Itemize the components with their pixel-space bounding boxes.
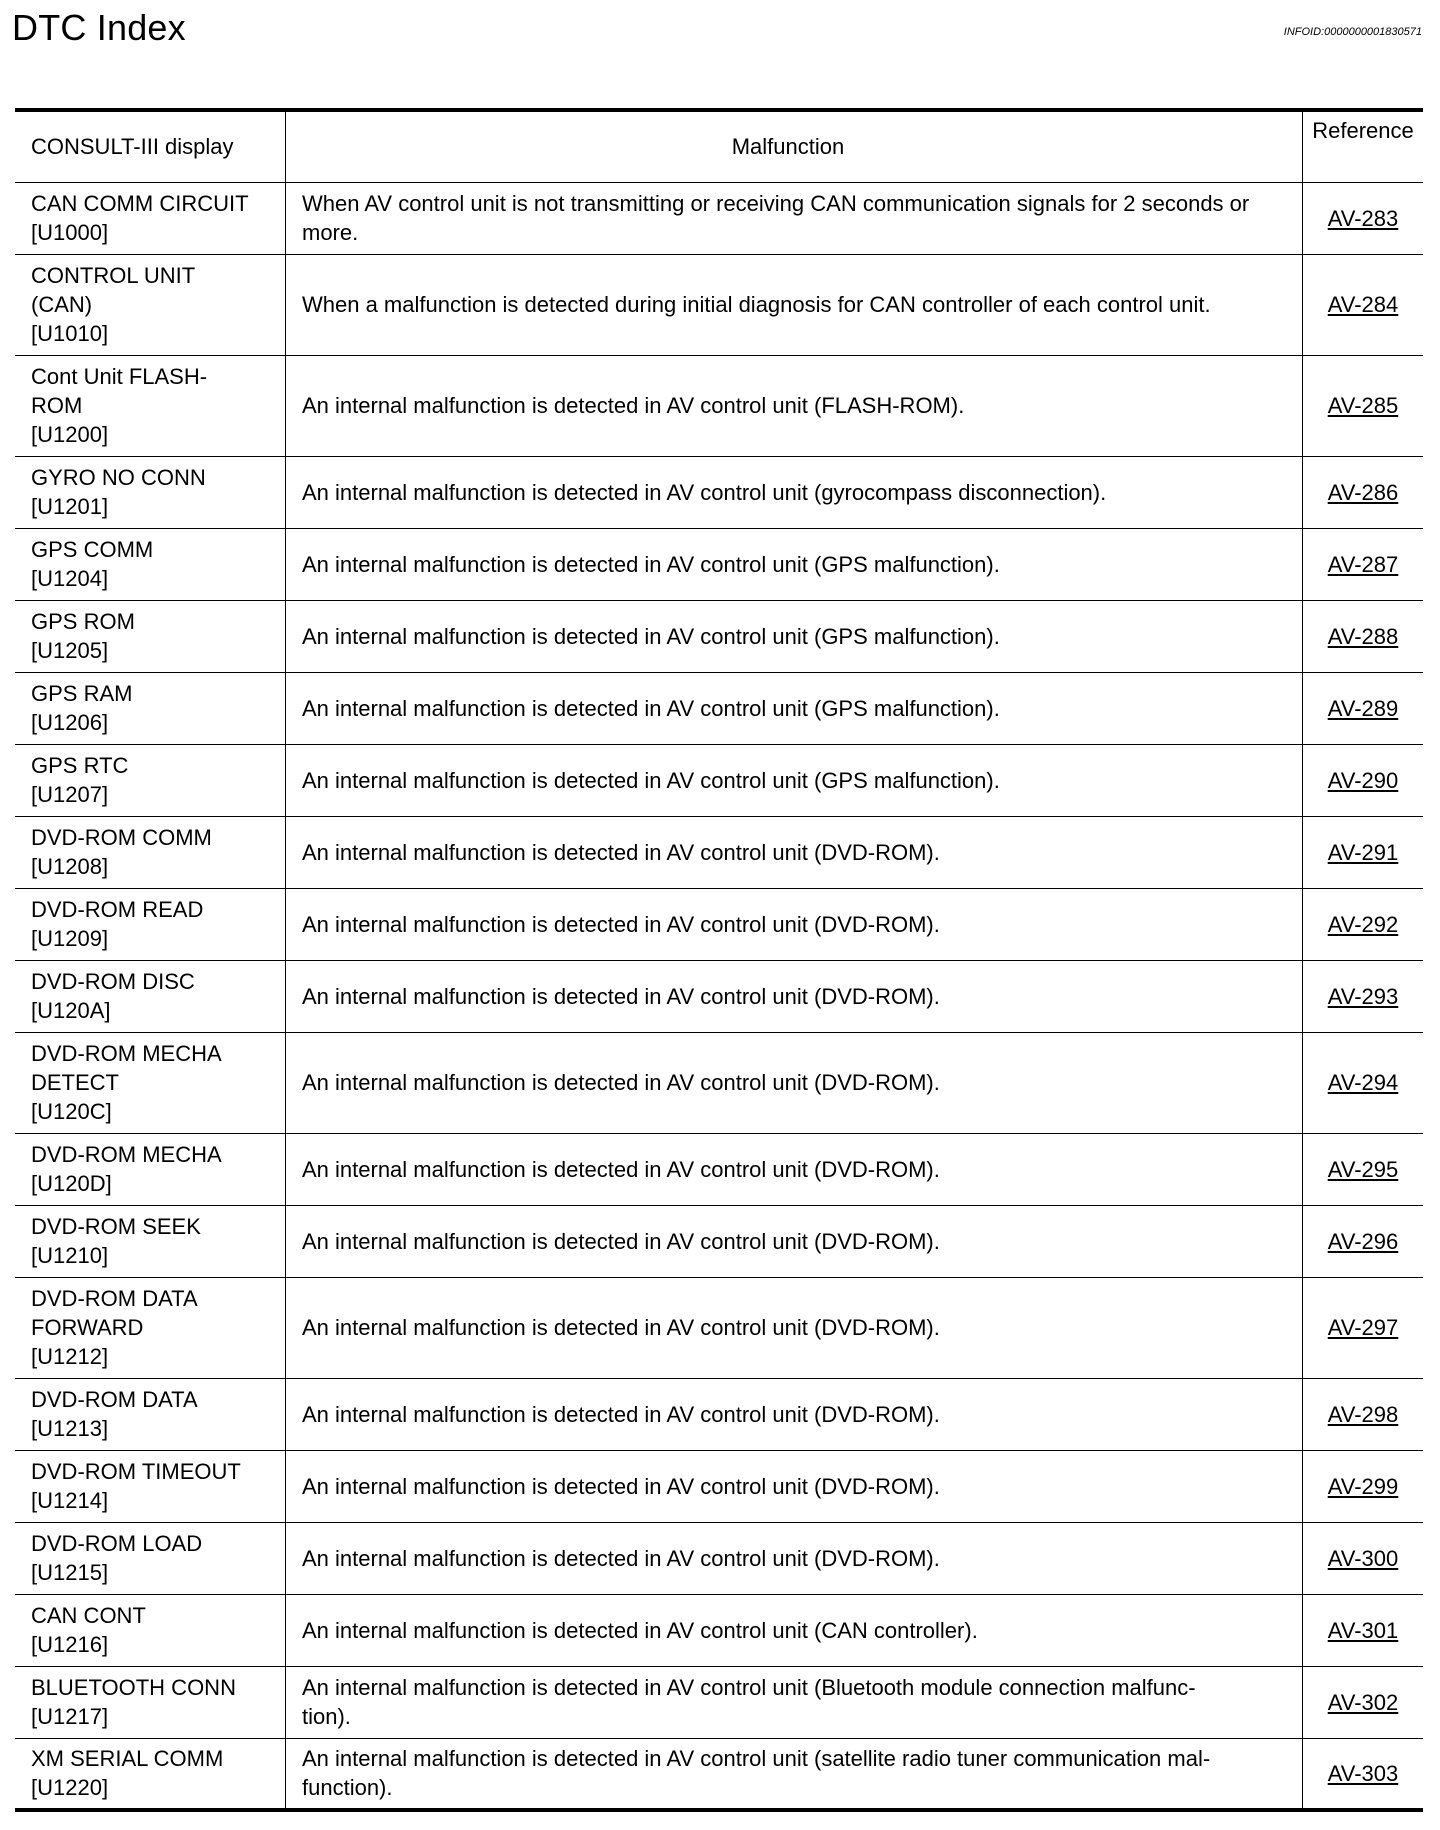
reference-link[interactable]: AV-293 bbox=[1327, 983, 1399, 1009]
header-row bbox=[15, 110, 1423, 182]
dtc-display-cell: CAN COMM CIRCUIT [U1000] bbox=[15, 182, 286, 254]
malfunction-cell: An internal malfunction is detected in AV control unit (DVD-ROM). bbox=[286, 1133, 1303, 1205]
malfunction-cell: An internal malfunction is detected in AV control unit (DVD-ROM). bbox=[286, 1205, 1303, 1277]
table-row bbox=[15, 1032, 1423, 1133]
reference-link[interactable]: AV-298 bbox=[1327, 1401, 1399, 1427]
malfunction-cell: An internal malfunction is detected in AV control unit (gyrocompass disconnection). bbox=[286, 456, 1303, 528]
reference-link[interactable]: AV-286 bbox=[1327, 479, 1399, 505]
column-header-reference: Reference bbox=[1303, 110, 1424, 182]
malfunction-cell: An internal malfunction is detected in AV control unit (GPS malfunction). bbox=[286, 744, 1303, 816]
reference-link[interactable]: AV-300 bbox=[1327, 1545, 1399, 1571]
reference-cell bbox=[1303, 1594, 1424, 1666]
dtc-display-cell: DVD-ROM MECHA DETECT [U120C] bbox=[15, 1032, 286, 1133]
malfunction-cell: When AV control unit is not transmitting or receiving CAN communication signals for 2 seconds or more. bbox=[286, 182, 1303, 254]
malfunction-cell: An internal malfunction is detected in AV control unit (DVD-ROM). bbox=[286, 960, 1303, 1032]
table-row bbox=[15, 254, 1423, 355]
reference-link[interactable]: AV-290 bbox=[1327, 767, 1399, 793]
reference-link[interactable]: AV-288 bbox=[1327, 623, 1399, 649]
reference-link[interactable]: AV-295 bbox=[1327, 1156, 1399, 1182]
dtc-display-cell: DVD-ROM DATA [U1213] bbox=[15, 1378, 286, 1450]
table-row bbox=[15, 960, 1423, 1032]
malfunction-cell: An internal malfunction is detected in AV control unit (DVD-ROM). bbox=[286, 888, 1303, 960]
dtc-display-cell: DVD-ROM COMM [U1208] bbox=[15, 816, 286, 888]
page-title: DTC Index bbox=[12, 7, 186, 48]
dtc-display-cell: DVD-ROM MECHA [U120D] bbox=[15, 1133, 286, 1205]
dtc-display-cell: DVD-ROM DATA FORWARD [U1212] bbox=[15, 1277, 286, 1378]
reference-link[interactable]: AV-301 bbox=[1327, 1617, 1399, 1643]
table-row bbox=[15, 1277, 1423, 1378]
dtc-display-cell: CAN CONT [U1216] bbox=[15, 1594, 286, 1666]
dtc-display-cell: Cont Unit FLASH- ROM [U1200] bbox=[15, 355, 286, 456]
malfunction-cell: An internal malfunction is detected in AV control unit (DVD-ROM). bbox=[286, 1450, 1303, 1522]
reference-cell bbox=[1303, 1277, 1424, 1378]
reference-cell bbox=[1303, 1450, 1424, 1522]
reference-cell bbox=[1303, 960, 1424, 1032]
table-row bbox=[15, 1450, 1423, 1522]
table-row bbox=[15, 600, 1423, 672]
malfunction-cell: An internal malfunction is detected in AV control unit (DVD-ROM). bbox=[286, 1277, 1303, 1378]
malfunction-cell: An internal malfunction is detected in AV control unit (DVD-ROM). bbox=[286, 1522, 1303, 1594]
reference-link[interactable]: AV-287 bbox=[1327, 551, 1399, 577]
dtc-display-cell: DVD-ROM SEEK [U1210] bbox=[15, 1205, 286, 1277]
malfunction-cell: An internal malfunction is detected in AV control unit (DVD-ROM). bbox=[286, 1378, 1303, 1450]
reference-link[interactable]: AV-302 bbox=[1327, 1689, 1399, 1715]
table-row bbox=[15, 528, 1423, 600]
malfunction-cell: When a malfunction is detected during initial diagnosis for CAN controller of each control unit. bbox=[286, 254, 1303, 355]
table-row bbox=[15, 816, 1423, 888]
table-body bbox=[15, 182, 1423, 1810]
column-header-display: CONSULT-III display bbox=[15, 110, 286, 182]
table-row bbox=[15, 1133, 1423, 1205]
dtc-display-cell: GPS RTC [U1207] bbox=[15, 744, 286, 816]
malfunction-cell: An internal malfunction is detected in AV control unit (GPS malfunction). bbox=[286, 672, 1303, 744]
dtc-display-cell: DVD-ROM LOAD [U1215] bbox=[15, 1522, 286, 1594]
table-row bbox=[15, 1522, 1423, 1594]
dtc-display-cell: DVD-ROM TIMEOUT [U1214] bbox=[15, 1450, 286, 1522]
reference-cell bbox=[1303, 456, 1424, 528]
table-row bbox=[15, 744, 1423, 816]
column-header-malfunction: Malfunction bbox=[286, 110, 1303, 182]
reference-link[interactable]: AV-303 bbox=[1327, 1760, 1399, 1786]
reference-link[interactable]: AV-292 bbox=[1327, 911, 1399, 937]
reference-link[interactable]: AV-299 bbox=[1327, 1473, 1399, 1499]
reference-cell bbox=[1303, 1738, 1424, 1810]
dtc-display-cell: BLUETOOTH CONN [U1217] bbox=[15, 1666, 286, 1738]
table-row bbox=[15, 1666, 1423, 1738]
dtc-display-cell: DVD-ROM DISC [U120A] bbox=[15, 960, 286, 1032]
reference-cell bbox=[1303, 182, 1424, 254]
table-row bbox=[15, 355, 1423, 456]
reference-link[interactable]: AV-296 bbox=[1327, 1228, 1399, 1254]
reference-cell bbox=[1303, 254, 1424, 355]
reference-cell bbox=[1303, 1522, 1424, 1594]
table-row bbox=[15, 888, 1423, 960]
reference-cell bbox=[1303, 672, 1424, 744]
info-id: INFOID:0000000001830571 bbox=[1283, 26, 1422, 38]
malfunction-cell: An internal malfunction is detected in AV control unit (FLASH-ROM). bbox=[286, 355, 1303, 456]
dtc-display-cell: GYRO NO CONN [U1201] bbox=[15, 456, 286, 528]
dtc-display-cell: DVD-ROM READ [U1209] bbox=[15, 888, 286, 960]
reference-link[interactable]: AV-283 bbox=[1327, 205, 1399, 231]
malfunction-cell: An internal malfunction is detected in AV control unit (satellite radio tuner communication mal- function). bbox=[286, 1738, 1303, 1810]
table-row bbox=[15, 1594, 1423, 1666]
malfunction-cell: An internal malfunction is detected in AV control unit (GPS malfunction). bbox=[286, 600, 1303, 672]
reference-cell bbox=[1303, 1378, 1424, 1450]
table-row bbox=[15, 1738, 1423, 1810]
table-header bbox=[15, 110, 1423, 182]
reference-link[interactable]: AV-297 bbox=[1327, 1315, 1399, 1340]
table-row bbox=[15, 182, 1423, 254]
reference-cell bbox=[1303, 1666, 1424, 1738]
reference-cell bbox=[1303, 355, 1424, 456]
reference-link[interactable]: AV-285 bbox=[1327, 393, 1399, 418]
table-row bbox=[15, 1378, 1423, 1450]
dtc-display-cell: XM SERIAL COMM [U1220] bbox=[15, 1738, 286, 1810]
reference-cell bbox=[1303, 816, 1424, 888]
malfunction-cell: An internal malfunction is detected in AV control unit (GPS malfunction). bbox=[286, 528, 1303, 600]
reference-cell bbox=[1303, 1205, 1424, 1277]
dtc-index-table bbox=[15, 108, 1423, 1812]
malfunction-cell: An internal malfunction is detected in AV control unit (DVD-ROM). bbox=[286, 1032, 1303, 1133]
reference-cell bbox=[1303, 1133, 1424, 1205]
reference-cell bbox=[1303, 888, 1424, 960]
dtc-display-cell: GPS COMM [U1204] bbox=[15, 528, 286, 600]
dtc-display-cell: CONTROL UNIT (CAN) [U1010] bbox=[15, 254, 286, 355]
malfunction-cell: An internal malfunction is detected in AV control unit (CAN controller). bbox=[286, 1594, 1303, 1666]
table-row bbox=[15, 456, 1423, 528]
reference-link[interactable]: AV-291 bbox=[1327, 839, 1399, 865]
reference-link[interactable]: AV-284 bbox=[1327, 292, 1399, 317]
reference-link[interactable]: AV-294 bbox=[1327, 1070, 1399, 1095]
dtc-display-cell: GPS ROM [U1205] bbox=[15, 600, 286, 672]
table-row bbox=[15, 672, 1423, 744]
reference-cell bbox=[1303, 600, 1424, 672]
reference-cell bbox=[1303, 528, 1424, 600]
malfunction-cell: An internal malfunction is detected in AV control unit (DVD-ROM). bbox=[286, 816, 1303, 888]
malfunction-cell: An internal malfunction is detected in AV control unit (Bluetooth module connection malfunc- tion). bbox=[286, 1666, 1303, 1738]
reference-cell bbox=[1303, 744, 1424, 816]
dtc-display-cell: GPS RAM [U1206] bbox=[15, 672, 286, 744]
table-row bbox=[15, 1205, 1423, 1277]
reference-cell bbox=[1303, 1032, 1424, 1133]
reference-link[interactable]: AV-289 bbox=[1327, 695, 1399, 721]
